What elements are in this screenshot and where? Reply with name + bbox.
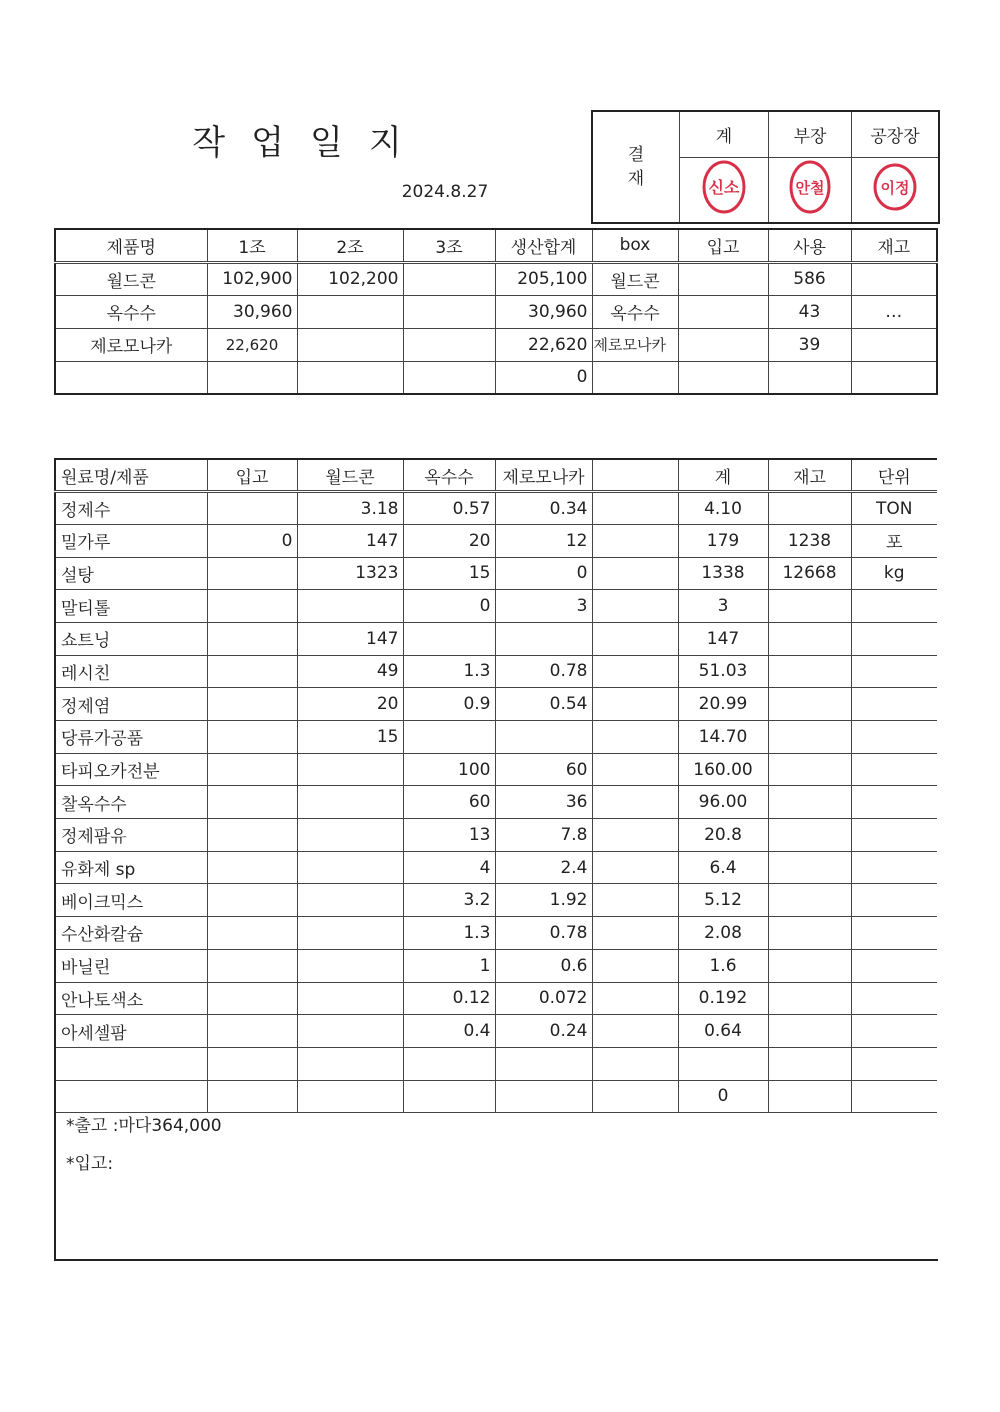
table-row — [55, 262, 937, 295]
table-cell — [768, 949, 851, 982]
table-cell: 20.8 — [678, 819, 768, 852]
table-cell — [207, 819, 297, 852]
table-cell — [403, 1047, 495, 1080]
table-cell: 아세셀팜 — [55, 1015, 207, 1048]
table-cell — [297, 949, 403, 982]
table-cell — [592, 524, 678, 557]
materials-header: 원료명/제품 — [55, 459, 207, 492]
table-cell — [768, 492, 851, 525]
materials-header-row — [55, 459, 937, 492]
table-cell: 0.9 — [403, 688, 495, 721]
table-row — [55, 851, 937, 884]
table-cell: 6.4 — [678, 851, 768, 884]
table-cell: 0.78 — [495, 917, 592, 950]
table-cell — [678, 1047, 768, 1080]
table-cell: 1338 — [678, 557, 768, 590]
table-cell — [297, 884, 403, 917]
table-cell — [592, 917, 678, 950]
table-cell: 100 — [403, 753, 495, 786]
receipt-note: *입고: — [66, 1154, 114, 1174]
table-cell — [592, 753, 678, 786]
table-cell — [55, 1047, 207, 1080]
production-header: 3조 — [403, 229, 495, 262]
svg-text:신소: 신소 — [708, 178, 740, 198]
table-cell — [207, 688, 297, 721]
table-row — [55, 1015, 937, 1048]
table-cell: 160.00 — [678, 753, 768, 786]
table-cell: 3.2 — [403, 884, 495, 917]
production-header-row — [55, 229, 937, 262]
production-header: 입고 — [678, 229, 768, 262]
table-cell — [403, 361, 495, 394]
table-cell: 3.18 — [297, 492, 403, 525]
table-cell — [592, 819, 678, 852]
table-cell: 0.78 — [495, 655, 592, 688]
table-cell: 7.8 — [495, 819, 592, 852]
approval-label — [592, 111, 680, 223]
table-cell — [592, 786, 678, 819]
seal-stamp-icon — [701, 159, 747, 215]
table-cell: 정제염 — [55, 688, 207, 721]
table-cell — [495, 1047, 592, 1080]
table-cell: 20.99 — [678, 688, 768, 721]
table-cell: 0.192 — [678, 982, 768, 1015]
table-cell — [851, 328, 937, 361]
table-row — [55, 721, 937, 754]
materials-header: 제로모나카 — [495, 459, 592, 492]
table-cell — [768, 688, 851, 721]
table-cell: 0 — [207, 524, 297, 557]
table-cell: 유화제 sp — [55, 851, 207, 884]
table-cell — [55, 361, 207, 394]
table-cell: … — [851, 295, 937, 328]
table-cell — [297, 819, 403, 852]
approval-role-staff: 계 — [680, 111, 769, 157]
table-cell: 바닐린 — [55, 949, 207, 982]
table-cell: 22,620 — [495, 328, 592, 361]
production-header: 재고 — [851, 229, 937, 262]
table-cell: 43 — [768, 295, 851, 328]
table-cell — [592, 492, 678, 525]
table-row — [55, 622, 937, 655]
table-cell — [851, 917, 937, 950]
table-cell: 1.3 — [403, 917, 495, 950]
table-cell: 제로모나카 — [55, 328, 207, 361]
table-cell — [403, 328, 495, 361]
table-cell: 102,200 — [297, 262, 403, 295]
table-cell — [768, 851, 851, 884]
table-cell: 96.00 — [678, 786, 768, 819]
table-cell: 설탕 — [55, 557, 207, 590]
table-cell: 0.54 — [495, 688, 592, 721]
table-cell — [297, 851, 403, 884]
table-cell — [207, 361, 297, 394]
table-cell — [851, 949, 937, 982]
table-cell — [207, 1015, 297, 1048]
table-cell: 49 — [297, 655, 403, 688]
table-cell: 12 — [495, 524, 592, 557]
table-cell — [297, 917, 403, 950]
table-cell — [851, 590, 937, 623]
table-cell — [592, 1015, 678, 1048]
table-cell: 0.34 — [495, 492, 592, 525]
table-cell — [495, 721, 592, 754]
table-cell — [207, 622, 297, 655]
table-row — [55, 655, 937, 688]
table-cell: 1.6 — [678, 949, 768, 982]
table-cell: kg — [851, 557, 937, 590]
table-cell — [207, 557, 297, 590]
table-cell: 0.4 — [403, 1015, 495, 1048]
table-cell: 147 — [297, 524, 403, 557]
table-cell — [592, 982, 678, 1015]
table-cell: 0 — [403, 590, 495, 623]
table-row — [55, 819, 937, 852]
table-cell — [297, 590, 403, 623]
table-cell: 4.10 — [678, 492, 768, 525]
table-cell — [207, 949, 297, 982]
table-cell — [207, 1047, 297, 1080]
table-cell — [851, 884, 937, 917]
table-cell — [207, 753, 297, 786]
materials-header — [592, 459, 678, 492]
table-cell: 30,960 — [207, 295, 297, 328]
table-cell: 정제수 — [55, 492, 207, 525]
table-cell: 60 — [403, 786, 495, 819]
table-cell — [768, 1015, 851, 1048]
table-cell: 586 — [768, 262, 851, 295]
table-cell: 12668 — [768, 557, 851, 590]
production-table — [54, 228, 938, 395]
materials-header: 월드콘 — [297, 459, 403, 492]
table-cell — [592, 361, 678, 394]
page-title: 작업일지 — [192, 123, 428, 163]
table-cell — [768, 622, 851, 655]
table-cell: 5.12 — [678, 884, 768, 917]
table-cell — [403, 622, 495, 655]
table-cell — [592, 1047, 678, 1080]
table-cell: 제로모나카 — [592, 328, 678, 361]
table-cell — [768, 590, 851, 623]
production-header: 사용 — [768, 229, 851, 262]
table-row — [55, 753, 937, 786]
table-cell — [851, 1047, 937, 1080]
table-cell: 60 — [495, 753, 592, 786]
table-cell: 레시친 — [55, 655, 207, 688]
table-row — [55, 688, 937, 721]
approval-box — [591, 110, 940, 224]
table-row — [55, 884, 937, 917]
table-row — [55, 786, 937, 819]
production-header: 2조 — [297, 229, 403, 262]
table-row — [55, 524, 937, 557]
table-cell — [851, 262, 937, 295]
table-cell: 0.64 — [678, 1015, 768, 1048]
notes-section — [54, 1103, 938, 1261]
production-header: box — [592, 229, 678, 262]
materials-header: 옥수수 — [403, 459, 495, 492]
table-cell — [678, 262, 768, 295]
materials-header: 재고 — [768, 459, 851, 492]
table-cell — [851, 753, 937, 786]
table-cell — [768, 753, 851, 786]
approval-stamp-manager — [769, 157, 852, 223]
table-row — [55, 361, 937, 394]
table-cell — [207, 492, 297, 525]
table-cell — [768, 884, 851, 917]
table-row — [55, 949, 937, 982]
table-cell — [207, 917, 297, 950]
production-header: 제품명 — [55, 229, 207, 262]
table-cell — [678, 361, 768, 394]
table-cell — [768, 819, 851, 852]
seal-stamp-icon — [872, 162, 918, 212]
table-cell: 22,620 — [207, 328, 297, 361]
table-cell: 1 — [403, 949, 495, 982]
table-cell: 1.3 — [403, 655, 495, 688]
materials-header: 계 — [678, 459, 768, 492]
table-cell: 30,960 — [495, 295, 592, 328]
table-cell: 당류가공품 — [55, 721, 207, 754]
table-cell: 205,100 — [495, 262, 592, 295]
table-cell: 타피오카전분 — [55, 753, 207, 786]
approval-label-bottom: 재 — [627, 169, 645, 189]
materials-header: 단위 — [851, 459, 937, 492]
table-cell: 2.4 — [495, 851, 592, 884]
table-cell — [403, 295, 495, 328]
table-cell: 포 — [851, 524, 937, 557]
table-row — [55, 328, 937, 361]
table-row — [55, 590, 937, 623]
materials-table — [54, 458, 937, 1113]
table-cell — [207, 721, 297, 754]
approval-label-top: 결 — [627, 145, 645, 165]
approval-stamp-plant-manager — [852, 157, 940, 223]
table-cell: 안나토색소 — [55, 982, 207, 1015]
table-cell — [851, 851, 937, 884]
table-cell — [592, 851, 678, 884]
table-row — [55, 295, 937, 328]
approval-role-manager: 부장 — [769, 111, 852, 157]
table-cell — [592, 721, 678, 754]
table-cell: 20 — [297, 688, 403, 721]
table-cell — [768, 361, 851, 394]
table-cell: 베이크믹스 — [55, 884, 207, 917]
table-cell — [297, 295, 403, 328]
table-cell: 15 — [403, 557, 495, 590]
materials-header: 입고 — [207, 459, 297, 492]
table-cell — [403, 721, 495, 754]
approval-role-plant-manager: 공장장 — [852, 111, 940, 157]
table-row — [55, 982, 937, 1015]
production-header: 생산합계 — [495, 229, 592, 262]
table-cell — [207, 851, 297, 884]
table-cell — [768, 655, 851, 688]
table-cell — [297, 1015, 403, 1048]
table-cell — [592, 884, 678, 917]
table-cell — [403, 262, 495, 295]
table-cell — [207, 982, 297, 1015]
table-cell — [297, 753, 403, 786]
table-cell — [851, 688, 937, 721]
table-cell: 0 — [495, 361, 592, 394]
table-cell: 0.57 — [403, 492, 495, 525]
table-cell: 179 — [678, 524, 768, 557]
table-cell: 102,900 — [207, 262, 297, 295]
table-cell: 0.072 — [495, 982, 592, 1015]
table-cell — [297, 328, 403, 361]
table-cell: 옥수수 — [55, 295, 207, 328]
table-cell: 4 — [403, 851, 495, 884]
table-cell: 3 — [495, 590, 592, 623]
table-cell: 0 — [495, 557, 592, 590]
table-cell: 3 — [678, 590, 768, 623]
table-cell — [297, 1047, 403, 1080]
table-cell — [207, 655, 297, 688]
table-cell: 쇼트닝 — [55, 622, 207, 655]
production-header: 1조 — [207, 229, 297, 262]
table-cell — [768, 1047, 851, 1080]
table-cell — [768, 917, 851, 950]
table-cell: 밀가루 — [55, 524, 207, 557]
table-cell — [495, 622, 592, 655]
table-cell: 0.24 — [495, 1015, 592, 1048]
table-row — [55, 1047, 937, 1080]
table-cell: 수산화칼슘 — [55, 917, 207, 950]
shipment-note: *출고 :마다364,000 — [66, 1116, 222, 1136]
table-cell — [592, 949, 678, 982]
table-cell — [678, 295, 768, 328]
table-cell: 20 — [403, 524, 495, 557]
table-cell — [592, 590, 678, 623]
table-cell: 14.70 — [678, 721, 768, 754]
table-cell — [851, 786, 937, 819]
approval-stamp-staff — [680, 157, 769, 223]
table-row — [55, 917, 937, 950]
table-cell: 0.6 — [495, 949, 592, 982]
table-cell — [768, 982, 851, 1015]
table-cell: 1238 — [768, 524, 851, 557]
table-row — [55, 492, 937, 525]
table-cell — [851, 655, 937, 688]
table-cell — [851, 1015, 937, 1048]
table-cell: 말티톨 — [55, 590, 207, 623]
table-cell: 1323 — [297, 557, 403, 590]
table-cell — [207, 590, 297, 623]
table-cell: 0 — [678, 1080, 768, 1113]
svg-text:이정: 이정 — [880, 179, 910, 198]
table-cell — [592, 688, 678, 721]
table-row — [55, 557, 937, 590]
table-cell — [851, 819, 937, 852]
document-date: 2024.8.27 — [401, 182, 489, 202]
table-cell: 정제팜유 — [55, 819, 207, 852]
table-cell: 월드콘 — [55, 262, 207, 295]
table-cell: 찰옥수수 — [55, 786, 207, 819]
table-cell: TON — [851, 492, 937, 525]
table-cell: 36 — [495, 786, 592, 819]
table-cell — [297, 982, 403, 1015]
table-cell — [297, 361, 403, 394]
table-cell — [851, 982, 937, 1015]
table-cell — [851, 721, 937, 754]
table-cell — [207, 786, 297, 819]
table-cell — [297, 786, 403, 819]
table-cell — [851, 622, 937, 655]
table-cell — [768, 721, 851, 754]
table-cell — [592, 655, 678, 688]
table-cell — [678, 328, 768, 361]
table-cell: 0.12 — [403, 982, 495, 1015]
svg-text:안철: 안철 — [795, 179, 825, 198]
table-cell — [592, 557, 678, 590]
table-cell: 1.92 — [495, 884, 592, 917]
table-cell: 39 — [768, 328, 851, 361]
table-cell: 13 — [403, 819, 495, 852]
table-cell — [592, 622, 678, 655]
table-cell — [768, 786, 851, 819]
table-cell: 옥수수 — [592, 295, 678, 328]
table-cell: 51.03 — [678, 655, 768, 688]
table-cell: 2.08 — [678, 917, 768, 950]
table-cell: 15 — [297, 721, 403, 754]
table-cell: 147 — [678, 622, 768, 655]
table-cell — [851, 361, 937, 394]
table-cell: 월드콘 — [592, 262, 678, 295]
seal-stamp-icon — [787, 159, 833, 215]
table-cell — [207, 884, 297, 917]
table-cell: 147 — [297, 622, 403, 655]
